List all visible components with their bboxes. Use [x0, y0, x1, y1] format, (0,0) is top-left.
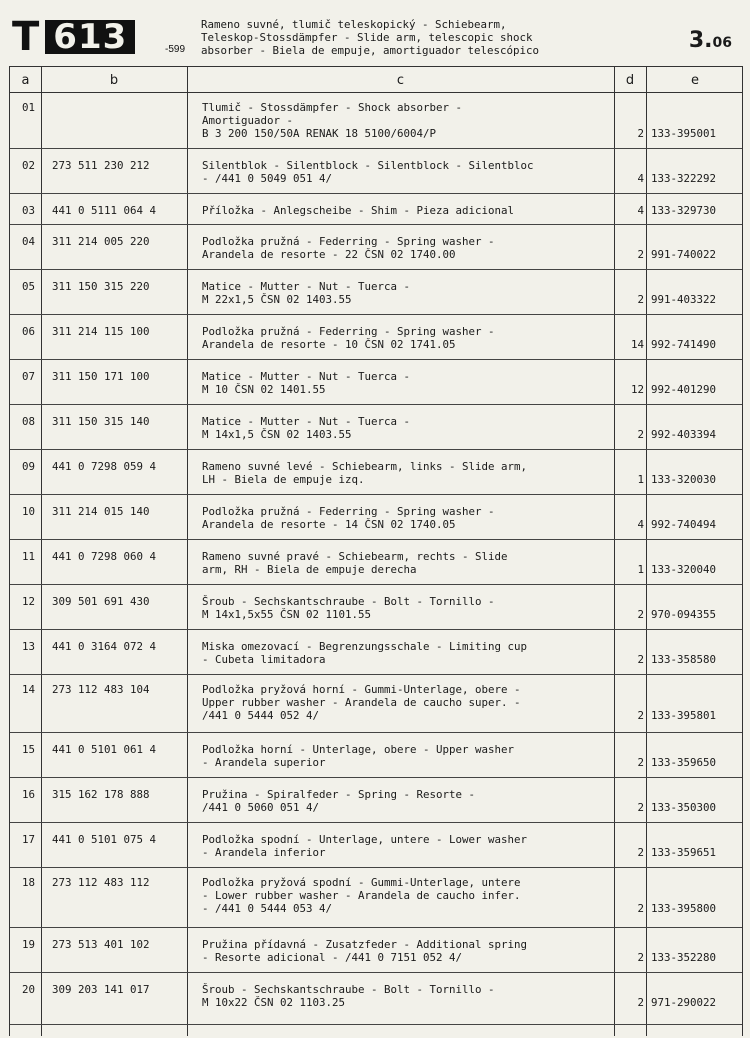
quantity-cell: 2 [637, 996, 644, 1009]
parts-table [9, 66, 743, 1036]
order-code-cell: 992-403394 [651, 428, 717, 441]
quantity-cell: 1 [637, 473, 644, 486]
part-number-cell: 311 150 315 220 [52, 280, 150, 293]
table-row [10, 360, 742, 405]
order-code-cell: 133-359650 [651, 756, 717, 769]
logo-model-number: 613 [45, 20, 135, 54]
quantity-cell: 2 [637, 951, 644, 964]
table-header [10, 67, 742, 93]
table-row [10, 270, 742, 315]
position-cell: 08 [22, 415, 36, 428]
table-row [10, 823, 742, 868]
logo-suffix: -599 [165, 44, 186, 55]
order-code-cell: 133-329730 [651, 204, 717, 217]
description-cell: Podložka pružná - Federring - Spring washer - Arandela de resorte - 10 ČSN 02 1741.05 [202, 325, 495, 351]
description-cell: Matice - Mutter - Nut - Tuerca - M 14x1,5 ČSN 02 1403.55 [202, 415, 411, 441]
position-cell: 15 [22, 743, 36, 756]
quantity-cell: 14 [630, 338, 644, 351]
order-code-cell: 991-740022 [651, 248, 717, 261]
description-cell: Podložka pružná - Federring - Spring washer - Arandela de resorte - 14 ČSN 02 1740.05 [202, 505, 495, 531]
position-cell: 03 [22, 204, 36, 217]
quantity-cell: 2 [637, 127, 644, 140]
position-cell: 12 [22, 595, 36, 608]
table-row [10, 540, 742, 585]
description-cell: Matice - Mutter - Nut - Tuerca - M 10 ČSN 02 1401.55 [202, 370, 411, 396]
position-cell: 14 [22, 683, 36, 696]
part-number-cell: 441 0 7298 060 4 [52, 550, 157, 563]
description-cell: Podložka pryžová horní - Gummi-Unterlage, obere - Upper rubber washer - Arandela de caucho super. - /441 0 5444 052 4/ [202, 683, 521, 722]
column-header-b: b [109, 73, 119, 88]
order-code-cell: 991-403322 [651, 293, 717, 306]
description-cell: Šroub - Sechskantschraube - Bolt - Tornillo - M 10x22 ČSN 02 1103.25 [202, 983, 495, 1009]
description-cell: Rameno suvné pravé - Schiebearm, rechts - Slide arm, RH - Biela de empuje derecha [202, 550, 508, 576]
table-row [10, 93, 742, 149]
description-cell: Miska omezovací - Begrenzungsschale - Limiting cup - Cubeta limitadora [202, 640, 528, 666]
position-cell: 16 [22, 788, 36, 801]
table-row [10, 194, 742, 225]
description-cell: Silentblok - Silentblock - Silentblock - Silentbloc - /441 0 5049 051 4/ [202, 159, 534, 185]
description-cell: Rameno suvné levé - Schiebearm, links - Slide arm, LH - Biela de empuje izq. [202, 460, 528, 486]
column-header-e: e [691, 73, 699, 88]
quantity-cell: 2 [637, 902, 644, 915]
order-code-cell: 992-401290 [651, 383, 717, 396]
part-number-cell: 273 112 483 104 [52, 683, 150, 696]
order-code-cell: 133-358580 [651, 653, 717, 666]
order-code-cell: 133-395001 [651, 127, 717, 140]
position-cell: 09 [22, 460, 36, 473]
description-cell: Pružina přídavná - Zusatzfeder - Additional spring - Resorte adicional - /441 0 7151 052 4/ [202, 938, 528, 964]
logo-letter: T [12, 14, 40, 60]
quantity-cell: 1 [637, 563, 644, 576]
description-cell: Pružina - Spiralfeder - Spring - Resorte - /441 0 5060 051 4/ [202, 788, 476, 814]
part-number-cell: 273 112 483 112 [52, 876, 150, 889]
part-number-cell: 315 162 178 888 [52, 788, 150, 801]
quantity-cell: 2 [637, 248, 644, 261]
description-cell: Šroub - Sechskantschraube - Bolt - Tornillo - M 14x1,5x55 ČSN 02 1101.55 [202, 595, 495, 621]
table-row [10, 630, 742, 675]
table-row [10, 225, 742, 270]
table-row [10, 405, 742, 450]
description-cell: Podložka pružná - Federring - Spring washer - Arandela de resorte - 22 ČSN 02 1740.00 [202, 235, 495, 261]
order-code-cell: 133-395801 [651, 709, 717, 722]
table-row [10, 585, 742, 630]
order-code-cell: 992-741490 [651, 338, 717, 351]
order-code-cell: 133-359651 [651, 846, 717, 859]
description-cell: Podložka horní - Unterlage, obere - Upper washer - Arandela superior [202, 743, 515, 769]
quantity-cell: 2 [637, 293, 644, 306]
order-code-cell: 133-320030 [651, 473, 717, 486]
page-number [689, 28, 732, 53]
quantity-cell: 2 [637, 846, 644, 859]
order-code-cell: 992-740494 [651, 518, 717, 531]
description-cell: Podložka spodní - Unterlage, untere - Lower washer - Arandela inferior [202, 833, 528, 859]
position-cell: 18 [22, 876, 36, 889]
quantity-cell: 2 [637, 756, 644, 769]
part-number-cell: 311 150 171 100 [52, 370, 150, 383]
order-code-cell: 133-352280 [651, 951, 717, 964]
order-code-cell: 133-322292 [651, 172, 717, 185]
quantity-cell: 4 [637, 204, 644, 217]
table-row [10, 675, 742, 733]
part-number-cell: 273 511 230 212 [52, 159, 150, 172]
part-number-cell: 311 214 115 100 [52, 325, 150, 338]
order-code-cell: 133-395800 [651, 902, 717, 915]
order-code-cell: 970-094355 [651, 608, 717, 621]
table-row [10, 928, 742, 973]
table-row [10, 450, 742, 495]
table-row [10, 149, 742, 194]
section-description: Rameno suvné, tlumič teleskopický - Schiebearm, Teleskop-Stossdämpfer - Slide arm, telescopic shock absorber - Biela de empuje, amortiguador telescópico [201, 18, 540, 57]
quantity-cell: 2 [637, 801, 644, 814]
position-cell: 11 [22, 550, 36, 563]
quantity-cell: 2 [637, 709, 644, 722]
part-number-cell: 311 214 005 220 [52, 235, 150, 248]
part-number-cell: 441 0 5101 061 4 [52, 743, 157, 756]
quantity-cell: 12 [630, 383, 644, 396]
part-number-cell: 311 214 015 140 [52, 505, 150, 518]
quantity-cell: 2 [637, 653, 644, 666]
page-number-main: 3. [688, 28, 713, 53]
model-logo [12, 14, 135, 60]
part-number-cell: 273 513 401 102 [52, 938, 150, 951]
part-number-cell: 441 0 5101 075 4 [52, 833, 157, 846]
table-body [10, 93, 742, 1025]
quantity-cell: 2 [637, 428, 644, 441]
position-cell: 02 [22, 159, 36, 172]
column-header-a: a [21, 73, 30, 88]
table-row [10, 733, 742, 778]
position-cell: 01 [22, 101, 36, 114]
part-number-cell: 311 150 315 140 [52, 415, 150, 428]
position-cell: 04 [22, 235, 36, 248]
position-cell: 20 [22, 983, 36, 996]
table-row [10, 495, 742, 540]
part-number-cell: 441 0 3164 072 4 [52, 640, 157, 653]
quantity-cell: 4 [637, 172, 644, 185]
quantity-cell: 2 [637, 608, 644, 621]
page-header [0, 0, 750, 66]
part-number-cell: 309 501 691 430 [52, 595, 150, 608]
position-cell: 17 [22, 833, 36, 846]
position-cell: 19 [22, 938, 36, 951]
description-cell: Tlumič - Stossdämpfer - Shock absorber - Amortiguador - B 3 200 150/50A RENAK 18 5100/6004/P [202, 101, 463, 140]
order-code-cell: 133-350300 [651, 801, 717, 814]
table-row [10, 973, 742, 1025]
order-code-cell: 971-290022 [651, 996, 717, 1009]
position-cell: 06 [22, 325, 36, 338]
order-code-cell: 133-320040 [651, 563, 717, 576]
position-cell: 10 [22, 505, 36, 518]
position-cell: 13 [22, 640, 36, 653]
table-row [10, 315, 742, 360]
part-number-cell: 441 0 7298 059 4 [52, 460, 157, 473]
column-header-d: d [625, 73, 635, 88]
position-cell: 05 [22, 280, 36, 293]
description-cell: Matice - Mutter - Nut - Tuerca - M 22x1,5 ČSN 02 1403.55 [202, 280, 411, 306]
part-number-cell: 441 0 5111 064 4 [52, 204, 157, 217]
position-cell: 07 [22, 370, 36, 383]
column-header-c: c [396, 73, 405, 88]
description-cell: Příložka - Anlegscheibe - Shim - Pieza adicional [202, 204, 515, 217]
table-row [10, 868, 742, 928]
part-number-cell: 309 203 141 017 [52, 983, 150, 996]
table-row [10, 778, 742, 823]
description-cell: Podložka pryžová spodní - Gummi-Unterlage, untere - Lower rubber washer - Arandela de caucho infer. - /441 0 5444 053 4/ [202, 876, 521, 915]
page-number-sub: 06 [712, 35, 732, 51]
quantity-cell: 4 [637, 518, 644, 531]
